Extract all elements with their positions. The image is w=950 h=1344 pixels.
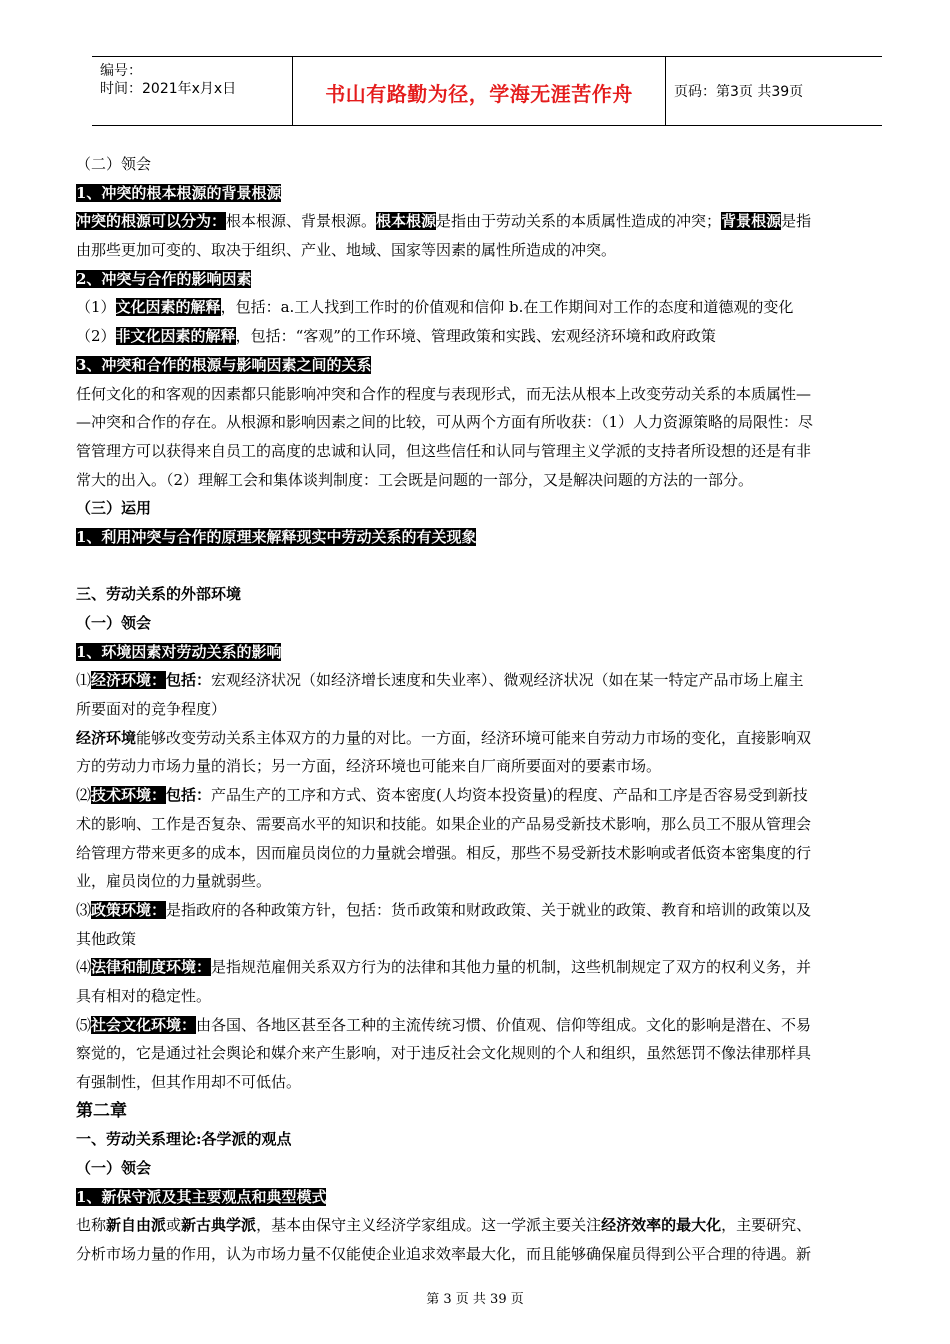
paragraph-line: 有强制性，但其作用却不可低估。 xyxy=(76,1073,302,1091)
chapter-title: 第二章 xyxy=(76,1100,127,1121)
paragraph-line: 察觉的，它是通过社会舆论和媒介来产生影响，对于违反社会文化规则的个人和组织，虽然惩罚不像法律那样具 xyxy=(76,1044,812,1063)
paragraph-line: ⑷法律和制度环境：是指规范雇佣关系双方行为的法律和其他力量的机制，这些机制规定了双方的权利义务，并 xyxy=(76,958,812,977)
paragraph-line: （1）文化因素的解释，包括：a.工人找到工作时的价值观和信仰 b.在工作期间对工作的态度和道德观的变化 xyxy=(76,298,794,317)
heading-line: 3、冲突和合作的根源与影响因素之间的关系 xyxy=(76,355,372,374)
blank-line xyxy=(76,552,908,581)
heading-line: 1、新保守派及其主要观点和典型模式 xyxy=(76,1187,327,1206)
header-info-cell xyxy=(92,57,293,125)
paragraph-line: 任何文化的和客观的因素都只能影响冲突和合作的程度与表现形式，而无法从根本上改变劳动关系的本质属性— xyxy=(76,384,812,403)
paragraph-line: 管管理方可以获得来自员工的高度的忠诚和认同，但这些信任和认同与管理主义学派的支持者所设想的还是有非 xyxy=(76,441,812,460)
paragraph-line: （2）非文化因素的解释，包括：“客观”的工作环境、管理政策和实践、宏观经济环境和政府政策 xyxy=(76,327,716,346)
motto-text: 书山有路勤为径，学海无涯苦作舟 xyxy=(325,82,633,106)
section-subheading: （二）领会 xyxy=(76,155,152,173)
paragraph-line: 也称新自由派或新古典学派，基本由保守主义经济学家组成。这一学派主要关注经济效率的最大化，主要研究、 xyxy=(76,1216,812,1235)
page-label: 页码：第3页 共39页 xyxy=(674,84,804,100)
section-subheading: （三）运用 xyxy=(76,499,152,518)
time-label: 时间：2021年x月x日 xyxy=(100,81,237,97)
header-page-cell xyxy=(666,57,881,125)
paragraph-line: 所要面对的竞争程度） xyxy=(76,700,227,719)
paragraph-line: 给管理方带来更多的成本，因而雇员岗位的力量就会增强。相反，那些不易受新技术影响或者低资本密集度的行 xyxy=(76,843,812,862)
section-heading: 一、劳动关系理论:各学派的观点 xyxy=(76,1130,292,1149)
paragraph-line: —冲突和合作的存在。从根源和影响因素之间的比较，可从两个方面有所收获：（1）人力资源策略的局限性：尽 xyxy=(76,413,814,432)
page-header xyxy=(92,56,882,126)
paragraph-line: ⑸社会文化环境：由各国、各地区甚至各工种的主流传统习惯、价值观、信仰等组成。文化的影响是潜在、不易 xyxy=(76,1015,812,1034)
paragraph-line: 经济环境能够改变劳动关系主体双方的力量的对比。一方面，经济环境可能来自劳动力市场的变化，直接影响双 xyxy=(76,728,812,747)
header-motto-cell xyxy=(293,57,666,125)
heading-line: 2、冲突与合作的影响因素 xyxy=(76,269,252,288)
heading-line: 1、环境因素对劳动关系的影响 xyxy=(76,642,282,661)
paragraph-line: ⑶政策环境：是指政府的各种政策方针，包括：货币政策和财政政策、关于就业的政策、教育和培训的政策以及 xyxy=(76,900,812,919)
page-footer: 第 3 页 共 39 页 xyxy=(426,1292,524,1307)
paragraph-line: 冲突的根源可以分为：根本根源、背景根源。根本根源是指由于劳动关系的本质属性造成的冲突；背景根源是指 xyxy=(76,212,812,231)
paragraph-line: 术的影响、工作是否复杂、需要高水平的知识和技能。如果企业的产品易受新技术影响，那么员工不服从管理会 xyxy=(76,814,812,833)
paragraph-line: 具有相对的稳定性。 xyxy=(76,986,212,1005)
section-subheading: （一）领会 xyxy=(76,1159,152,1178)
heading-line: 1、冲突的根本根源的背景根源 xyxy=(76,183,282,202)
paragraph-line: 分析市场力量的作用，认为市场力量不仅能使企业追求效率最大化，而且能够确保雇员得到公平合理的待遇。新 xyxy=(76,1245,812,1264)
section-heading: 三、劳动关系的外部环境 xyxy=(76,585,242,604)
paragraph-line: 其他政策 xyxy=(76,929,137,948)
section-subheading: （一）领会 xyxy=(76,614,152,632)
document-body xyxy=(76,150,908,1269)
paragraph-line: 由那些更加可变的、取决于组织、产业、地域、国家等因素的属性所造成的冲突。 xyxy=(76,241,617,260)
paragraph-line: 常大的出入。（2）理解工会和集体谈判制度：工会既是问题的一部分，又是解决问题的方法的一部分。 xyxy=(76,470,754,489)
paragraph-line: 方的劳动力市场力量的消长；另一方面，经济环境也可能来自厂商所要面对的要素市场。 xyxy=(76,757,662,776)
paragraph-line: 业，雇员岗位的力量就弱些。 xyxy=(76,872,272,891)
heading-line: 1、利用冲突与合作的原理来解释现实中劳动关系的有关现象 xyxy=(76,527,477,546)
paragraph-line: ⑵技术环境：包括：产品生产的工序和方式、资本密度(人均资本投资量)的程度、产品和工序是否容易受到新技 xyxy=(76,786,808,805)
paragraph-line: ⑴经济环境：包括：宏观经济状况（如经济增长速度和失业率）、微观经济状况（如在某一特定产品市场上雇主 xyxy=(76,671,804,690)
number-label: 编号： xyxy=(100,63,142,79)
